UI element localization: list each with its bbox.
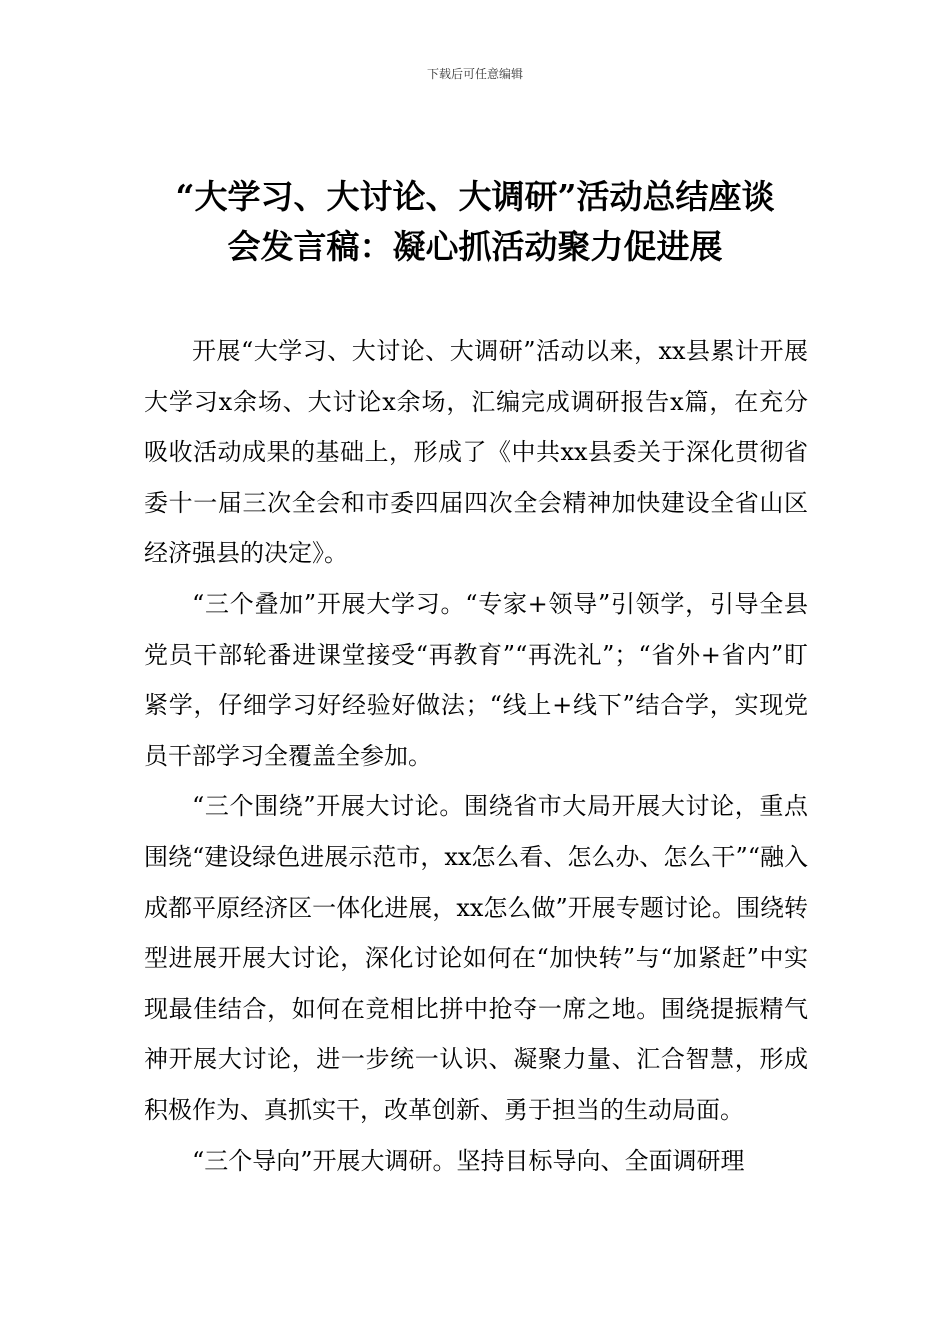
document-body (144, 326, 808, 1186)
title-line-2: 会发言稿：凝心抓活动聚力促进展 (227, 227, 723, 266)
header-note: 下载后可任意编辑 (426, 67, 523, 81)
document-title (140, 172, 810, 272)
paragraph: 开展“大学习、大讨论、大调研”活动以来，xx县累计开展大学习x余场、大讨论x余场，汇编完成调研报告x篇，在充分吸收活动成果的基础上，形成了《中共xx县委关于深化贯彻省委十一届三次全会和市委四届四次全会精神加快建设全省山区经济强县的决定》。 (144, 337, 808, 568)
paragraph: “三个围绕”开展大讨论。围绕省市大局开展大讨论，重点围绕“建设绿色进展示范市，xx怎么看、怎么办、怎么干”“融入成都平原经济区一体化进展，xx怎么做”开展专题讨论。围绕转型进展开展大讨论，深化讨论如何在“加快转”与“加紧赶”中实现最佳结合，如何在竞相比拼中抢夺一席之地。围绕提振精气神开展大讨论，进一步统一认识、凝聚力量、汇合智慧，形成积极作为、真抓实干，改革创新、勇于担当的生动局面。 (144, 792, 808, 1124)
title-line-1: “大学习、大讨论、大调研”活动总结座谈 (175, 177, 775, 216)
paragraph: “三个叠加”开展大学习。“专家+领导”引领学，引导全县党员干部轮番进课堂接受“再教育”“再洗礼”；“省外+省内”盯紧学，仔细学习好经验好做法；“线上+线下”结合学，实现党员干部学习全覆盖全参加。 (144, 589, 808, 770)
paragraph: “三个导向”开展大调研。坚持目标导向、全面调研理 (192, 1146, 745, 1175)
